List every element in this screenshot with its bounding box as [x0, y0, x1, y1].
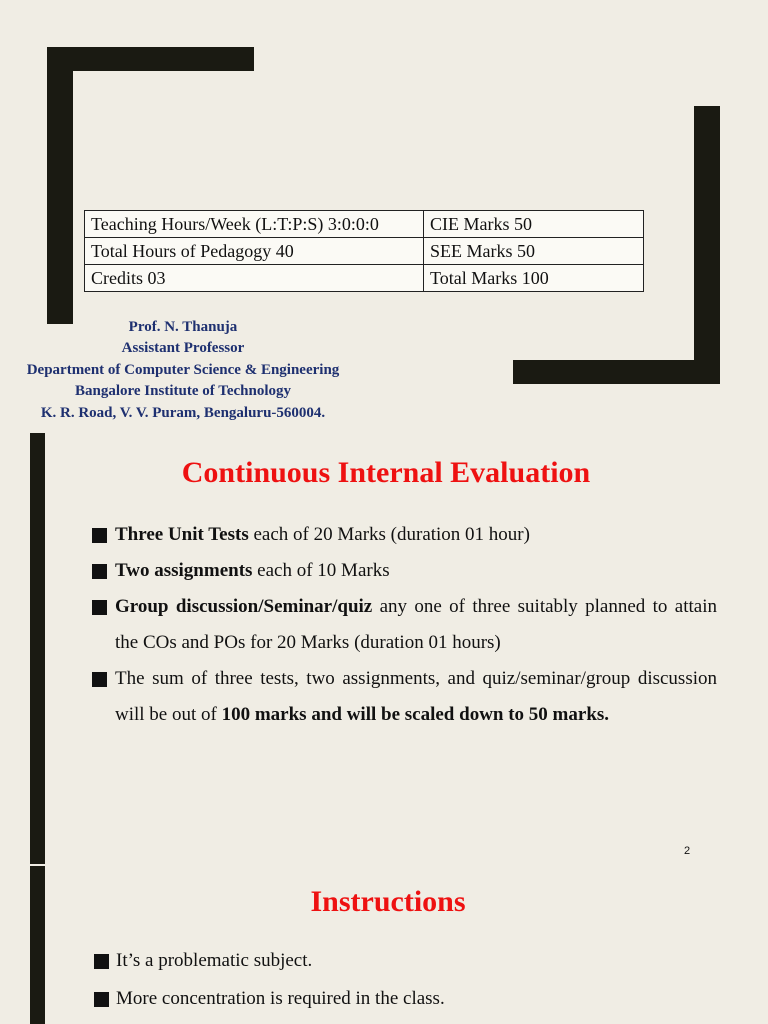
- frame-bar-top-left-horizontal: [47, 47, 254, 71]
- table-cell: Credits 03: [85, 265, 424, 292]
- author-department: Department of Computer Science & Engineering: [26, 361, 340, 378]
- list-item: [92, 942, 719, 980]
- instructions-title: Instructions: [310, 885, 466, 918]
- square-bullet-icon: [94, 954, 109, 969]
- table-cell: Teaching Hours/Week (L:T:P:S) 3:0:0:0: [85, 211, 424, 238]
- slide-accent-bar: [30, 433, 45, 864]
- square-bullet-icon: [94, 992, 109, 1007]
- table-cell: Total Hours of Pedagogy 40: [85, 238, 424, 265]
- item-bold: Two assignments: [115, 560, 253, 581]
- table-row: [85, 211, 644, 238]
- table-cell: CIE Marks 50: [424, 211, 644, 238]
- item-text: It’s a problematic subject.: [116, 950, 313, 971]
- page-number: 2: [684, 845, 691, 857]
- table-cell: Total Marks 100: [424, 265, 644, 292]
- item-text: any one of three suitably planned to attain the COs and POs for 20 Marks (duration 01 hours): [115, 596, 717, 653]
- list-item: [92, 980, 719, 1018]
- list-item: [90, 517, 717, 553]
- list-item: [90, 589, 717, 661]
- author-address: K. R. Road, V. V. Puram, Bengaluru-560004.: [40, 404, 326, 421]
- square-bullet-icon: [92, 528, 107, 543]
- item-bold: 100 marks and will be scaled down to 50 marks.: [221, 704, 610, 725]
- cie-list: [90, 517, 717, 733]
- square-bullet-icon: [92, 672, 107, 687]
- cie-title: Continuous Internal Evaluation: [181, 456, 591, 489]
- list-item: [90, 553, 717, 589]
- instructions-list: [92, 942, 719, 1017]
- table-row: [85, 238, 644, 265]
- list-item: [90, 661, 717, 733]
- item-bold: Group discussion/Seminar/quiz: [115, 596, 373, 617]
- frame-bar-bottom-right-vertical: [694, 106, 720, 384]
- table-cell: SEE Marks 50: [424, 238, 644, 265]
- square-bullet-icon: [92, 600, 107, 615]
- item-text: The sum of three tests, two assignments, and quiz/seminar/group discussion will be out of: [115, 668, 717, 725]
- author-name: Prof. N. Thanuja: [128, 319, 238, 335]
- table-row: [85, 265, 644, 292]
- frame-bar-top-left-vertical: [47, 47, 73, 324]
- author-info: [0, 317, 366, 424]
- item-bold: Three Unit Tests: [115, 524, 249, 545]
- frame-bar-bottom-right-horizontal: [513, 360, 720, 384]
- author-institute: Bangalore Institute of Technology: [75, 383, 291, 400]
- item-text: More concentration is required in the class.: [116, 987, 445, 1009]
- item-text: each of 10 Marks: [252, 560, 390, 581]
- course-details-table: [84, 210, 644, 292]
- square-bullet-icon: [92, 564, 107, 579]
- item-text: each of 20 Marks (duration 01 hour): [248, 524, 530, 545]
- author-designation: Assistant Professor: [121, 340, 245, 357]
